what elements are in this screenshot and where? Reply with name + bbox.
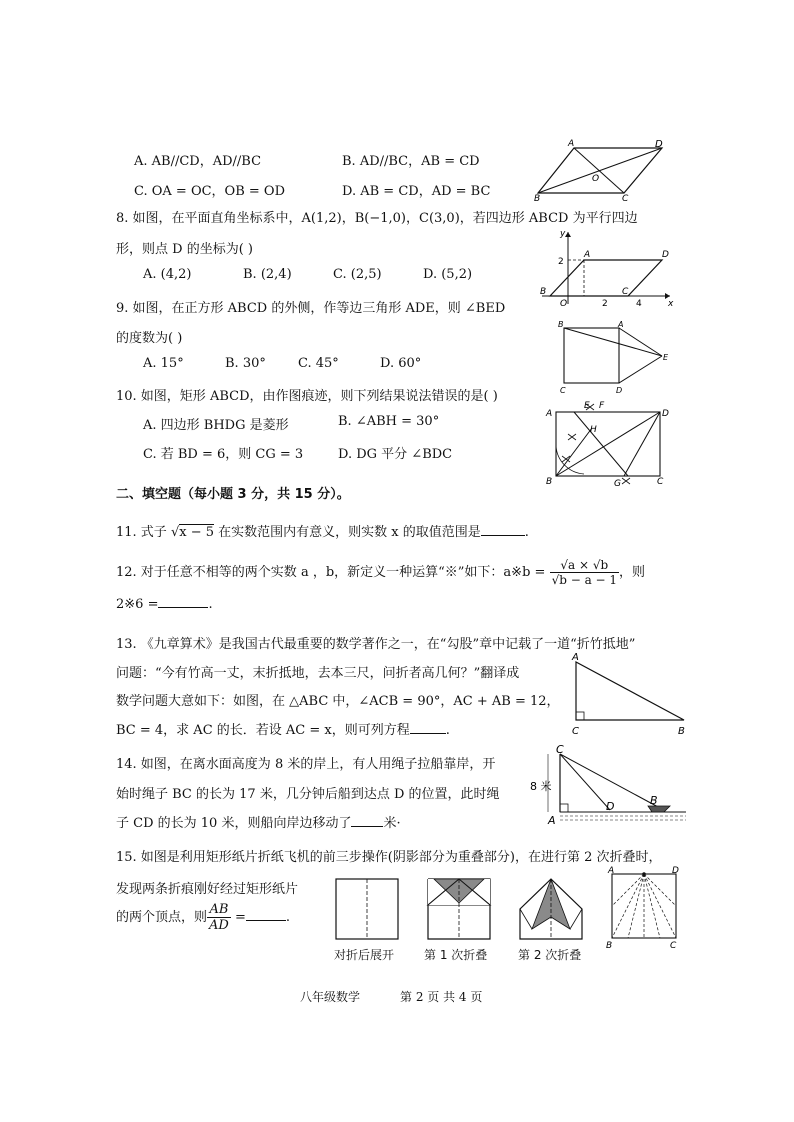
q9-stem-line1: 9. 如图，在正方形 ABCD 的外侧，作等边三角形 ADE，则 ∠BED bbox=[116, 301, 506, 316]
q12-stem bbox=[116, 558, 645, 587]
q12-fraction bbox=[550, 558, 619, 587]
q9-label-d: D bbox=[616, 386, 623, 395]
q8-option-d: D. (5,2) bbox=[423, 267, 473, 282]
q10-label-g: G bbox=[614, 479, 621, 489]
q14-label-d: D bbox=[606, 800, 615, 813]
q7-label-d: D bbox=[655, 139, 663, 150]
q10-label-b: B bbox=[546, 477, 553, 487]
q10-rectangle-construction-figure bbox=[544, 398, 674, 488]
q15-label-b: B bbox=[606, 941, 613, 951]
q7-label-o: O bbox=[592, 174, 600, 184]
q15-answer-blank[interactable] bbox=[246, 920, 286, 921]
q13-line2: 问题：“今有竹高一丈，末折抵地，去本三尺，问折者高几何？”翻译成 bbox=[116, 666, 520, 681]
q9-option-c: C. 45° bbox=[298, 356, 339, 371]
footer-subject: 八年级数学 bbox=[300, 990, 361, 1004]
q8-coordinate-figure bbox=[538, 226, 678, 309]
q11-stem bbox=[116, 521, 529, 540]
q15-caption-fold2: 第 2 次折叠 bbox=[518, 948, 582, 962]
q7-option-a: A. AB//CD，AD//BC bbox=[134, 154, 262, 169]
q13-line1: 13. 《九章算术》是我国古代最重要的数学著作之一，在“勾股”章中记载了一道“折竹抵地” bbox=[116, 637, 636, 652]
q15-eq: = bbox=[230, 910, 246, 925]
q13-line4 bbox=[116, 719, 450, 738]
q11-post: 在实数范围内有意义，则实数 x 的取值范围是 bbox=[214, 525, 481, 540]
q9-square-triangle-figure bbox=[556, 318, 676, 398]
q14-line1: 14. 如图，在离水面高度为 8 米的岸上，有人用绳子拉船靠岸，开 bbox=[116, 757, 496, 772]
q8-tick-4x: 4 bbox=[636, 299, 642, 309]
q15-line1: 15. 如图是利用矩形纸片折纸飞机的前三步操作(阴影部分为重叠部分)，在进行第 2 次折叠时， bbox=[116, 850, 662, 865]
q15-fold-step-open bbox=[334, 877, 402, 943]
q13-label-a: A bbox=[572, 652, 579, 663]
q12-answer-blank[interactable] bbox=[158, 607, 208, 608]
q12-line2 bbox=[116, 597, 213, 612]
q8-label-d: D bbox=[662, 250, 669, 260]
q7-label-b: B bbox=[534, 194, 541, 204]
q10-option-d: D. DG 平分 ∠BDC bbox=[338, 447, 453, 462]
q12-end: . bbox=[208, 597, 213, 612]
q15-pre3: 的两个顶点，则 bbox=[116, 910, 208, 925]
q14-line3 bbox=[116, 812, 401, 831]
q8-option-a: A. (4,2) bbox=[143, 267, 192, 282]
q10-option-c: C. 若 BD = 6，则 CG = 3 bbox=[143, 447, 304, 462]
q7-option-d: D. AB = CD，AD = BC bbox=[342, 184, 491, 199]
q14-label-b: B bbox=[650, 794, 658, 807]
q13-line4-text: BC = 4，求 AC 的长．若设 AC = x，则可列方程 bbox=[116, 723, 410, 738]
q8-label-o: O bbox=[560, 299, 568, 309]
q15-line2: 发现两条折痕刚好经过矩形纸片 bbox=[116, 882, 299, 897]
q13-right-triangle-figure bbox=[566, 650, 690, 738]
q12-pre: 12. 对于任意不相等的两个实数 a ，b，新定义一种运算“※”如下：a※b = bbox=[116, 565, 550, 580]
q10-label-f: F bbox=[599, 401, 605, 411]
q13-label-c: C bbox=[572, 726, 579, 737]
q8-option-b: B. (2,4) bbox=[243, 267, 292, 282]
q15-fraction bbox=[207, 902, 231, 933]
q14-end: 米· bbox=[383, 816, 401, 831]
q14-label-a: A bbox=[548, 814, 556, 827]
footer-page-number: 第 2 页 共 4 页 bbox=[400, 990, 483, 1004]
q15-fold-lines-rectangle bbox=[604, 866, 686, 950]
q14-boat-rope-figure bbox=[530, 744, 690, 828]
q13-line3: 数学问题大意如下：如图，在 △ABC 中，∠ACB = 90°，AC + AB = 12， bbox=[116, 694, 560, 709]
q10-stem: 10. 如图，矩形 ABCD，由作图痕迹，则下列结果说法错误的是( ) bbox=[116, 389, 498, 404]
q8-label-c: C bbox=[622, 287, 629, 297]
q15-label-d: D bbox=[672, 866, 679, 876]
q8-label-b: B bbox=[540, 287, 547, 297]
q11-end: . bbox=[524, 525, 529, 540]
q15-caption-open: 对折后展开 bbox=[334, 948, 395, 962]
q10-option-b: B. ∠ABH = 30° bbox=[338, 414, 440, 429]
q7-label-a: A bbox=[568, 139, 575, 149]
q15-fold-step-2 bbox=[518, 877, 586, 943]
q14-line2: 始时绳子 BC 的长为 17 米，几分钟后船到达点 D 的位置，此时绳 bbox=[116, 787, 500, 802]
q11-radicand: x − 5 bbox=[179, 525, 215, 540]
q14-label-c: C bbox=[556, 743, 564, 756]
q15-label-a: A bbox=[608, 866, 615, 876]
q12-denominator: √b − a − 1 bbox=[551, 573, 618, 587]
q8-stem-line1: 8. 如图，在平面直角坐标系中，A(1,2)，B(−1,0)，C(3,0)，若四边形 ABCD 为平行四边 bbox=[116, 211, 638, 226]
q10-label-d: D bbox=[662, 409, 669, 419]
q10-label-a: A bbox=[546, 409, 553, 419]
q15-fold-step-1 bbox=[426, 877, 494, 943]
q13-answer-blank[interactable] bbox=[410, 733, 446, 734]
q15-numerator: AB bbox=[207, 902, 231, 918]
q10-option-a: A. 四边形 BHDG 是菱形 bbox=[143, 418, 289, 433]
q14-height-label: 8 米 bbox=[530, 780, 552, 793]
section-heading-fill-in: 二、填空题（每小题 3 分，共 15 分）。 bbox=[116, 487, 350, 502]
q15-end: . bbox=[285, 910, 290, 925]
q8-label-y: y bbox=[560, 229, 566, 239]
q8-stem-line2: 形，则点 D 的坐标为( ) bbox=[116, 242, 253, 257]
q8-label-x: x bbox=[668, 299, 674, 309]
q8-label-a: A bbox=[584, 250, 591, 260]
q9-stem-line2: 的度数为( ) bbox=[116, 331, 183, 346]
q15-label-c: C bbox=[670, 941, 677, 951]
q13-label-b: B bbox=[678, 726, 685, 737]
q9-label-e: E bbox=[663, 353, 669, 362]
q7-label-c: C bbox=[622, 194, 629, 204]
q15-line3 bbox=[116, 902, 290, 933]
q8-tick-2y: 2 bbox=[558, 257, 564, 267]
q9-label-a: A bbox=[618, 320, 624, 329]
q9-option-b: B. 30° bbox=[225, 356, 266, 371]
q14-answer-blank[interactable] bbox=[351, 826, 383, 827]
q10-label-h: H bbox=[590, 425, 597, 435]
q7-option-c: C. OA = OC，OB = OD bbox=[134, 184, 286, 199]
q9-label-c: C bbox=[560, 386, 566, 395]
q15-denominator: AD bbox=[209, 918, 229, 933]
q11-answer-blank[interactable] bbox=[481, 535, 525, 536]
q15-caption-fold1: 第 1 次折叠 bbox=[424, 948, 488, 962]
q8-tick-2x: 2 bbox=[602, 299, 608, 309]
q7-parallelogram-figure bbox=[534, 138, 674, 204]
q10-label-c: C bbox=[657, 477, 664, 487]
q9-option-d: D. 60° bbox=[380, 356, 422, 371]
q8-option-c: C. (2,5) bbox=[333, 267, 382, 282]
q12-post: ，则 bbox=[619, 565, 646, 580]
q10-label-e: E bbox=[584, 401, 590, 411]
q13-end: . bbox=[445, 723, 450, 738]
q7-option-b: B. AD//BC，AB = CD bbox=[342, 154, 480, 169]
q11-sqrt-sign: √ bbox=[170, 525, 180, 540]
q11-pre: 11. 式子 bbox=[116, 525, 171, 540]
q14-line3-text: 子 CD 的长为 10 米，则船向岸边移动了 bbox=[116, 816, 352, 831]
q12-numerator: √a × √b bbox=[550, 558, 619, 573]
q9-option-a: A. 15° bbox=[143, 356, 184, 371]
q9-label-b: B bbox=[558, 320, 564, 329]
q12-line2-text: 2※6 = bbox=[116, 597, 159, 612]
